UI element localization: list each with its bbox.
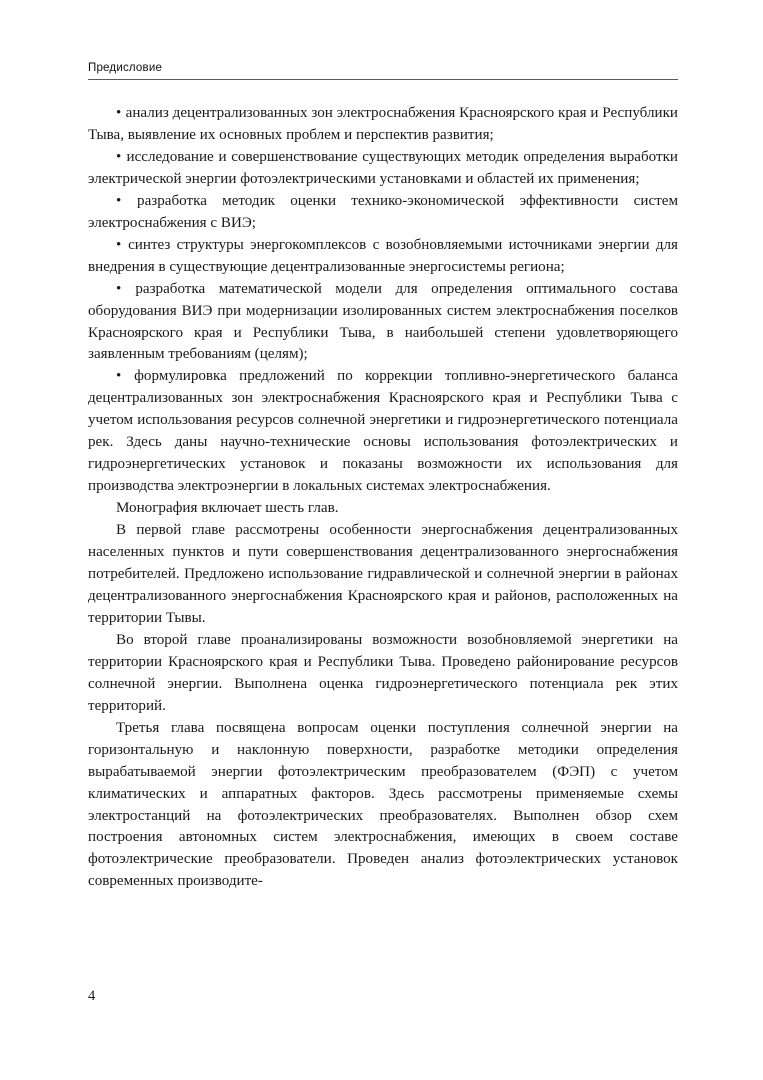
list-item-text: синтез структуры энергокомплексов с возобновляемыми источниками энергии для внедрения в существующие децентрализованные энергосистемы региона;	[88, 236, 678, 275]
list-item	[88, 103, 678, 147]
list-item	[88, 191, 678, 235]
paragraph: Третья глава посвящена вопросам оценки поступления солнечной энергии на горизонтальную и наклонную поверхности, разработке методики определения вырабатываемой энергии фотоэлектрическим преобразователем (ФЭП) с учетом климатических и аппаратных факторов. Здесь рассмотрены применяемые схемы электростанций на фотоэлектрических преобразователях. Выполнен обзор схем построения автономных систем электроснабжения, имеющих в своем составе фотоэлектрические преобразователи. Проведен анализ фотоэлектрических установок современных производите-	[88, 719, 678, 890]
list-item	[88, 366, 678, 498]
bullet-icon: •	[116, 236, 122, 253]
running-head: Предисловие	[88, 62, 163, 74]
paragraph: Во второй главе проанализированы возможности возобновляемой энергетики на территории Красноярского края и Республики Тыва. Проведено районирование ресурсов солнечной энергии. Выполнена оценка гидроэнергетического потенциала рек этих территорий.	[88, 631, 678, 714]
bullet-icon: •	[116, 105, 122, 121]
list-item-text: разработка методик оценки технико-экономической эффективности систем электроснабжения с ВИЭ;	[88, 192, 678, 231]
list-item-text: исследование и совершенствование существующих методик определения выработки электрической энергии фотоэлектрическими установками и областей их применения;	[88, 148, 678, 187]
header-divider	[88, 79, 678, 80]
list-item	[88, 235, 678, 279]
list-item-text: разработка математической модели для определения оптимального состава оборудования ВИЭ при модернизации изолированных систем электроснабжения поселков Красноярского края и Республики Тыва, в наибольшей степени удовлетворяющего заявленным требованиям (целям);	[88, 280, 678, 363]
paragraph: В первой главе рассмотрены особенности энергоснабжения децентрализованных населенных пунктов и пути совершенствования децентрализованного энергоснабжения потребителей. Предложено использование гидравлической и солнечной энергии в районах децентрализованного энергоснабжения Красноярского края и районов, расположенных на территории Тывы.	[88, 522, 678, 626]
paragraph: Монография включает шесть глав.	[116, 500, 339, 517]
list-item-text: анализ децентрализованных зон электроснабжения Красноярского края и Республики Тыва, выявление их основных проблем и перспектив развития;	[88, 105, 678, 143]
bullet-icon: •	[116, 148, 122, 165]
bullet-icon: •	[116, 280, 122, 297]
bullet-icon: •	[116, 192, 122, 209]
bullet-icon: •	[116, 368, 122, 385]
list-item	[88, 147, 678, 191]
list-item	[88, 279, 678, 367]
body-text	[88, 103, 678, 893]
page-number: 4	[88, 988, 96, 1004]
list-item-text: формулировка предложений по коррекции топливно-энергетического баланса децентрализованных зон электроснабжения Красноярского края и Республики Тыва с учетом использования ресурсов солнечной энергетики и гидроэнергетического потенциала рек. Здесь даны научно-технические основы использования фотоэлектрических и гидроэнергетических установок и показаны возможности их использования для производства электроэнергии в локальных системах электроснабжения.	[88, 368, 678, 495]
page-header	[88, 62, 678, 80]
